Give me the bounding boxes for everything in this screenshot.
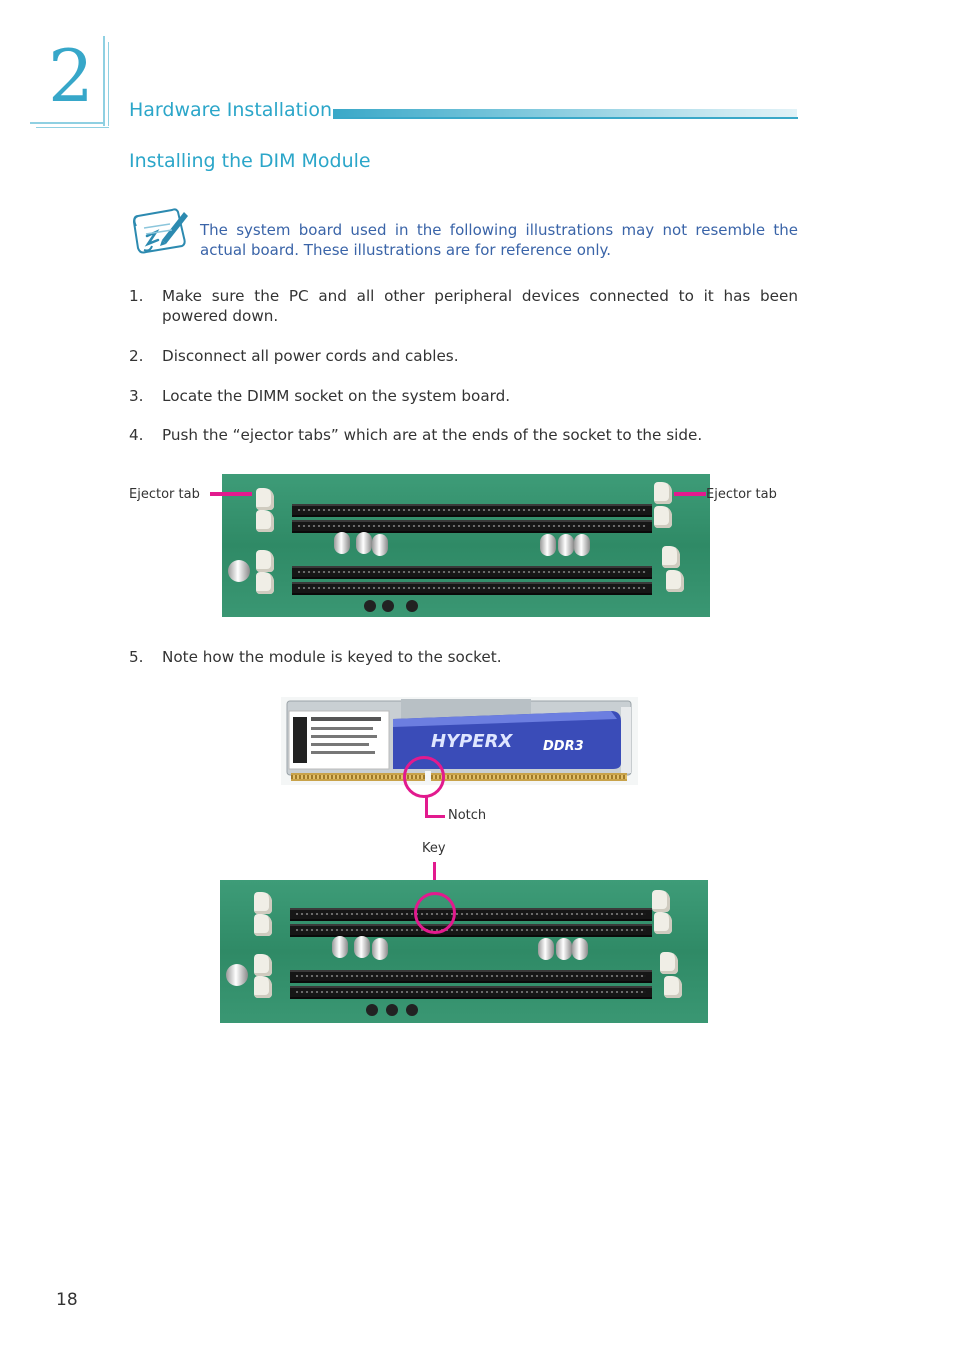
step-text: Disconnect all power cords and cables. (162, 347, 459, 365)
dimm-socket-key-photo (220, 880, 708, 1023)
step-number: 5. (129, 648, 144, 666)
label-key: Key (422, 841, 446, 856)
step-text: Locate the DIMM socket on the system board. (162, 387, 511, 405)
step-number: 4. (129, 426, 144, 444)
step-4 (129, 425, 798, 445)
step-1 (129, 286, 798, 326)
callout-line-left (210, 492, 252, 496)
step-5 (129, 647, 798, 667)
chapter-rule-vertical-outer (108, 42, 109, 126)
notch-callout-circle (403, 756, 445, 798)
chapter-rule-horizontal-outer (36, 127, 109, 128)
section-title: Installing the DIM Module (129, 150, 371, 172)
step-number: 2. (129, 347, 144, 365)
step-number: 1. (129, 287, 144, 305)
note-pen-icon (130, 206, 192, 258)
callout-line-right (674, 492, 706, 496)
module-type: DDR3 (543, 739, 584, 754)
step-number: 3. (129, 387, 144, 405)
notch-callout-line-horizontal (425, 815, 445, 818)
dimm-socket-photo (222, 474, 710, 617)
step-2 (129, 346, 798, 366)
step-text: Make sure the PC and all other peripheral devices connected to it has been powered down. (162, 287, 798, 325)
key-callout-circle (414, 892, 456, 934)
label-notch: Notch (448, 808, 487, 823)
page-number: 18 (56, 1290, 78, 1310)
step-3 (129, 386, 798, 406)
chapter-number: 2 (48, 34, 94, 118)
memory-module-photo (281, 697, 638, 785)
chapter-title: Hardware Installation (129, 99, 333, 121)
label-ejector-tab-left: Ejector tab (129, 487, 200, 502)
step-text: Push the “ejector tabs” which are at the ends of the socket to the side. (162, 426, 703, 444)
label-ejector-tab-right: Ejector tab (706, 487, 777, 502)
header-underline (333, 117, 798, 119)
module-brand: HYPERX (431, 731, 513, 752)
step-text: Note how the module is keyed to the socket. (162, 648, 502, 666)
chapter-rule-horizontal (30, 122, 105, 124)
chapter-rule-vertical (103, 36, 105, 126)
note-text: The system board used in the following illustrations may not resemble the actual board. These illustrations are for reference only. (200, 221, 798, 259)
